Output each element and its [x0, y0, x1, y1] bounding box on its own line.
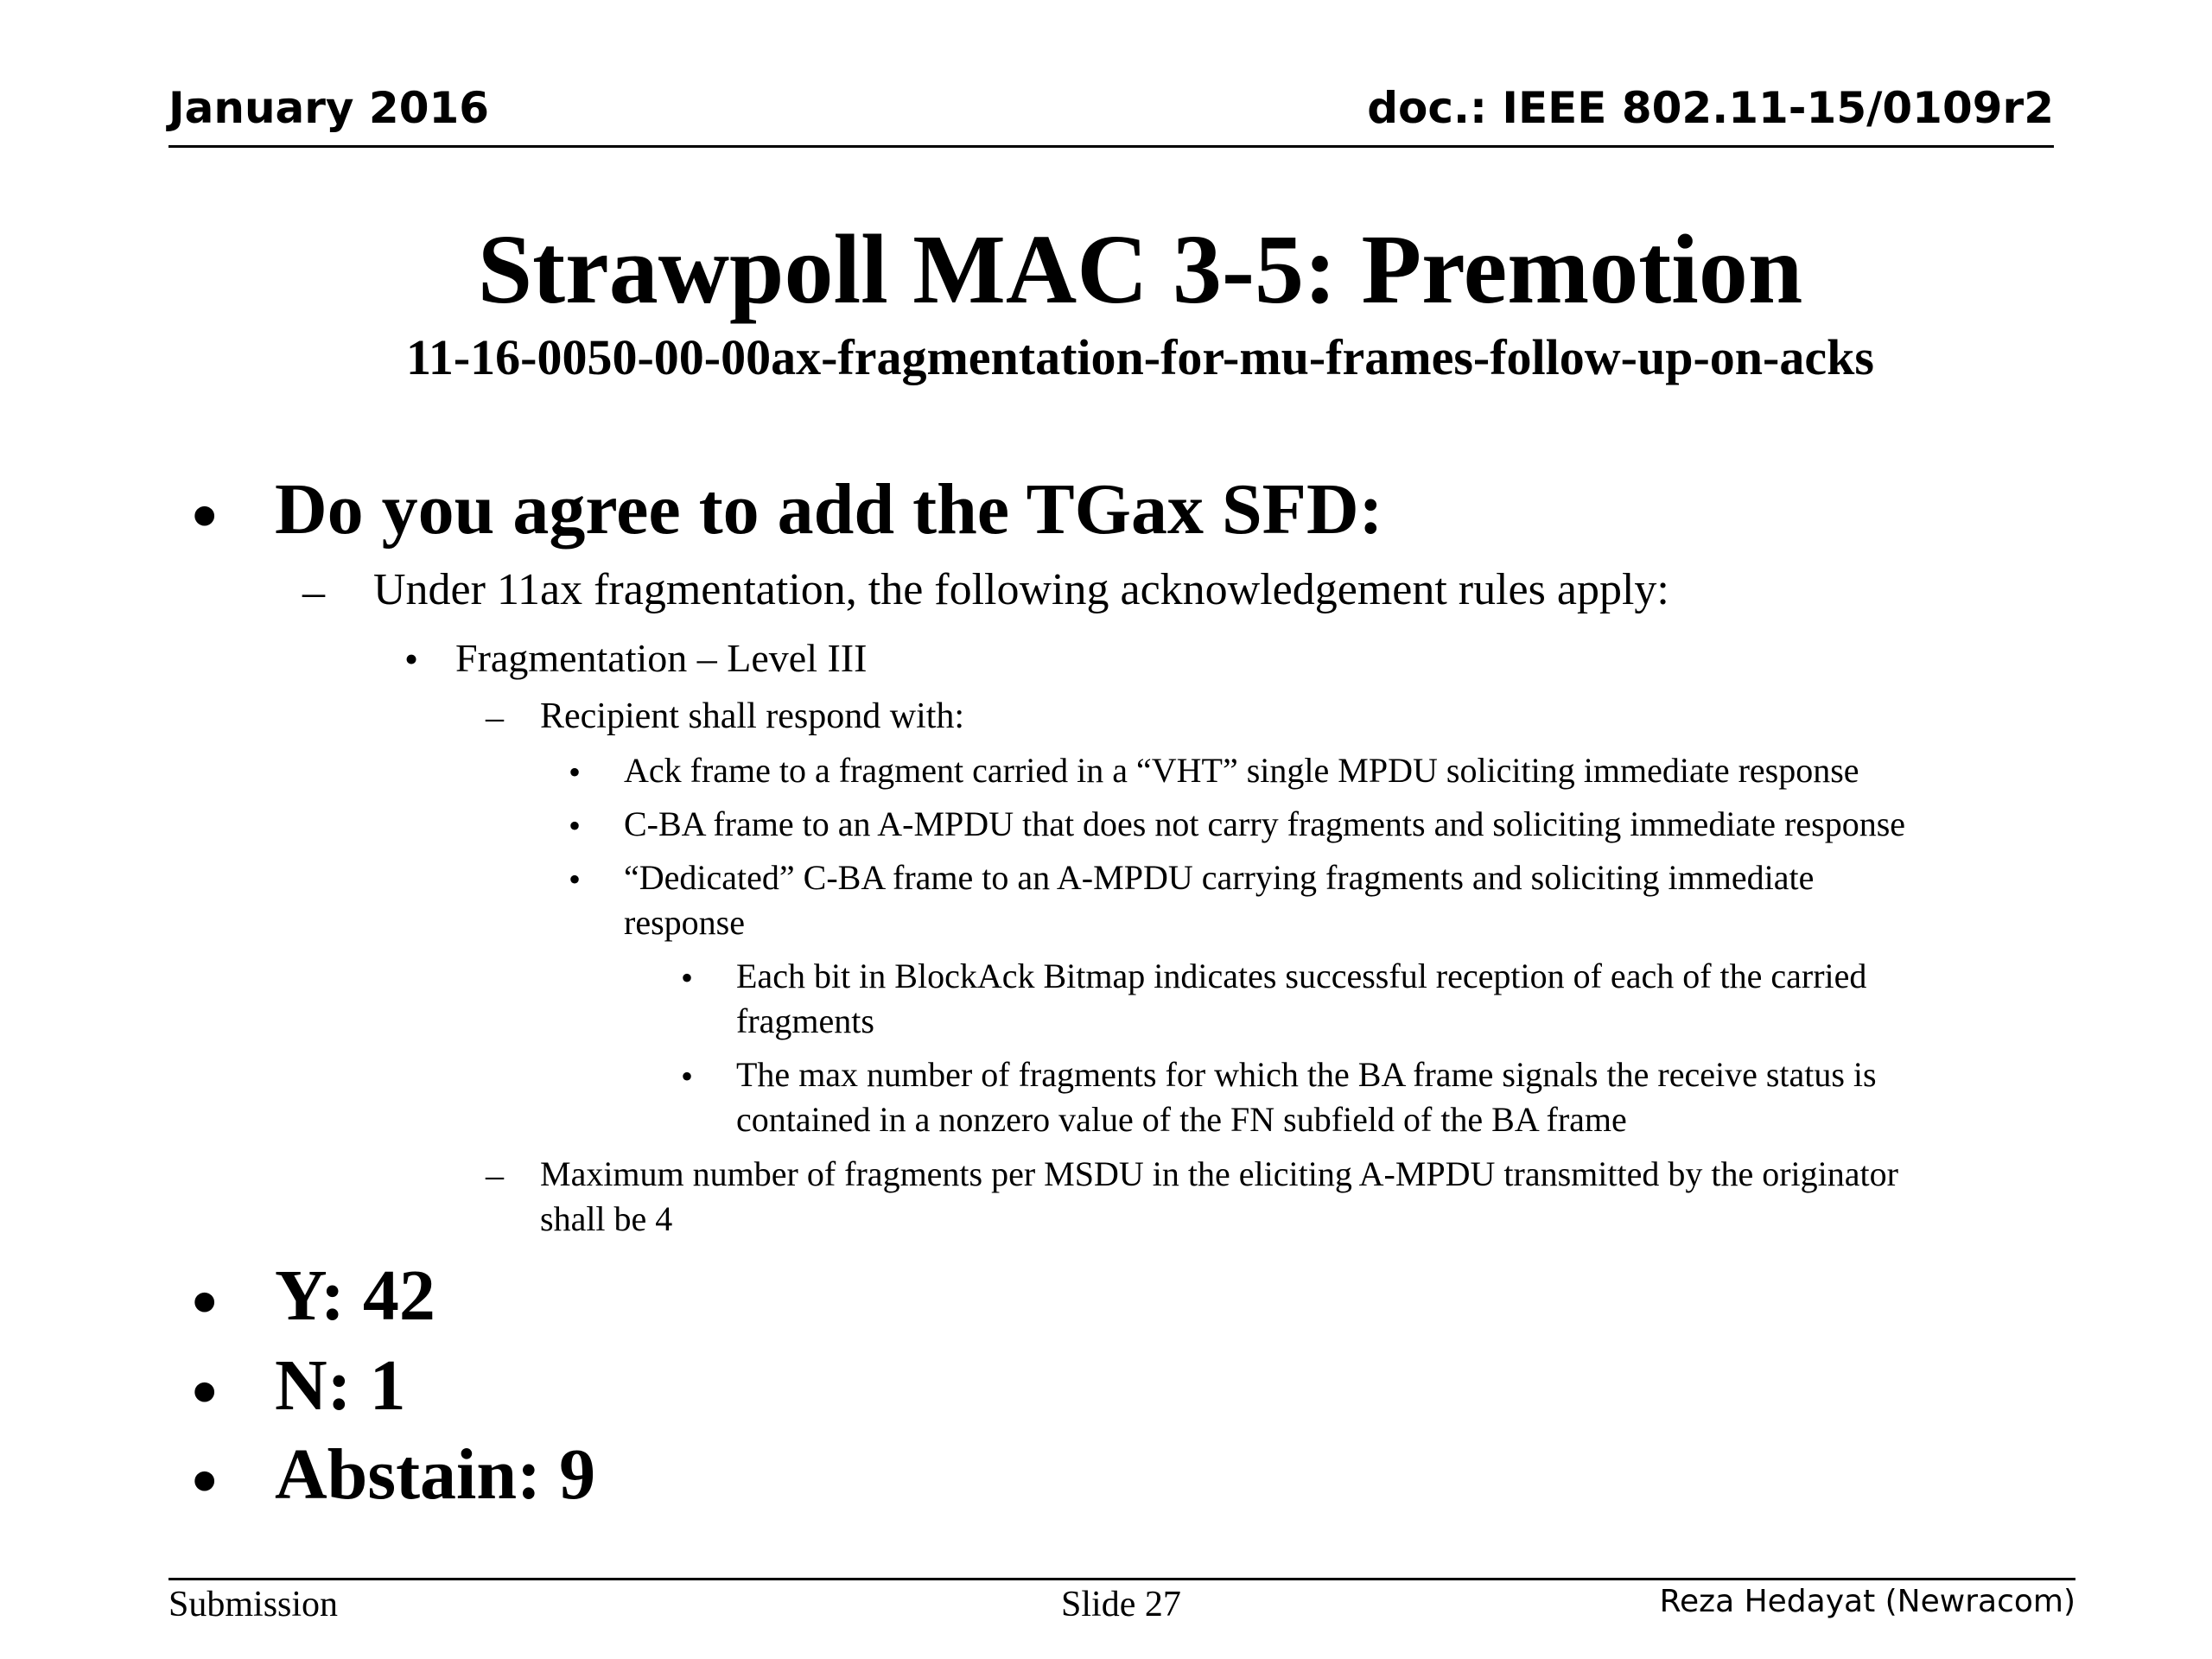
msdu-fragments-item: Maximum number of fragments per MSDU in the eliciting A-MPDU transmitted by the originator [540, 1154, 1898, 1193]
bullet-marker: • [569, 860, 582, 899]
dedicated-cba-item-continued: response [624, 903, 745, 942]
bullet-marker: • [569, 753, 582, 791]
bullet-marker: • [192, 476, 218, 556]
footer-author: Reza Hedayat (Newracom) [1659, 1584, 2075, 1619]
footer-slide-number: Slide 27 [1061, 1585, 1181, 1624]
footer-submission: Submission [168, 1585, 339, 1624]
bullet-marker: • [192, 1262, 218, 1343]
header-doc-id: doc.: IEEE 802.11-15/0109r2 [1367, 83, 2054, 133]
bullet-marker: • [681, 958, 694, 997]
max-fragments-item: The max number of fragments for which the BA frame signals the receive status is [736, 1055, 1877, 1094]
header-divider [168, 145, 2054, 148]
bullet-marker: • [681, 1057, 694, 1096]
bitmap-item-continued: fragments [736, 1001, 874, 1040]
bullet-marker: • [192, 1441, 218, 1522]
slide-subtitle: 11-16-0050-00-00ax-fragmentation-for-mu-frames-follow-up-on-acks [406, 329, 1874, 385]
bullet-marker: • [569, 806, 582, 845]
vote-no: N: 1 [275, 1345, 406, 1426]
ack-frame-item: Ack frame to a fragment carried in a “VHT” single MPDU soliciting immediate response [624, 751, 1859, 790]
vote-yes: Y: 42 [275, 1255, 435, 1336]
fragmentation-level-item: Fragmentation – Level III [455, 636, 868, 680]
footer-divider [168, 1578, 2075, 1580]
recipient-item: Recipient shall respond with: [540, 696, 965, 736]
dash-marker: – [486, 698, 504, 738]
bullet-marker: • [192, 1352, 218, 1433]
rules-intro-item: Under 11ax fragmentation, the following acknowledgement rules apply: [373, 565, 1669, 614]
header-date: January 2016 [168, 83, 490, 133]
bullet-marker: • [404, 637, 419, 681]
dash-marker: – [302, 568, 325, 617]
slide-title: Strawpoll MAC 3-5: Premotion [477, 214, 1803, 324]
max-fragments-item-continued: contained in a nonzero value of the FN subfield of the BA frame [736, 1100, 1627, 1139]
msdu-fragments-item-continued: shall be 4 [540, 1199, 673, 1238]
cba-frame-item: C-BA frame to an A-MPDU that does not carry fragments and soliciting immediate response [624, 804, 1906, 843]
bitmap-item: Each bit in BlockAck Bitmap indicates successful reception of each of the carried [736, 957, 1867, 995]
dedicated-cba-item: “Dedicated” C-BA frame to an A-MPDU carrying fragments and soliciting immediate [624, 858, 1815, 897]
dash-marker: – [486, 1156, 504, 1196]
vote-abstain: Abstain: 9 [275, 1434, 596, 1515]
question-bullet: Do you agree to add the TGax SFD: [275, 469, 1383, 550]
